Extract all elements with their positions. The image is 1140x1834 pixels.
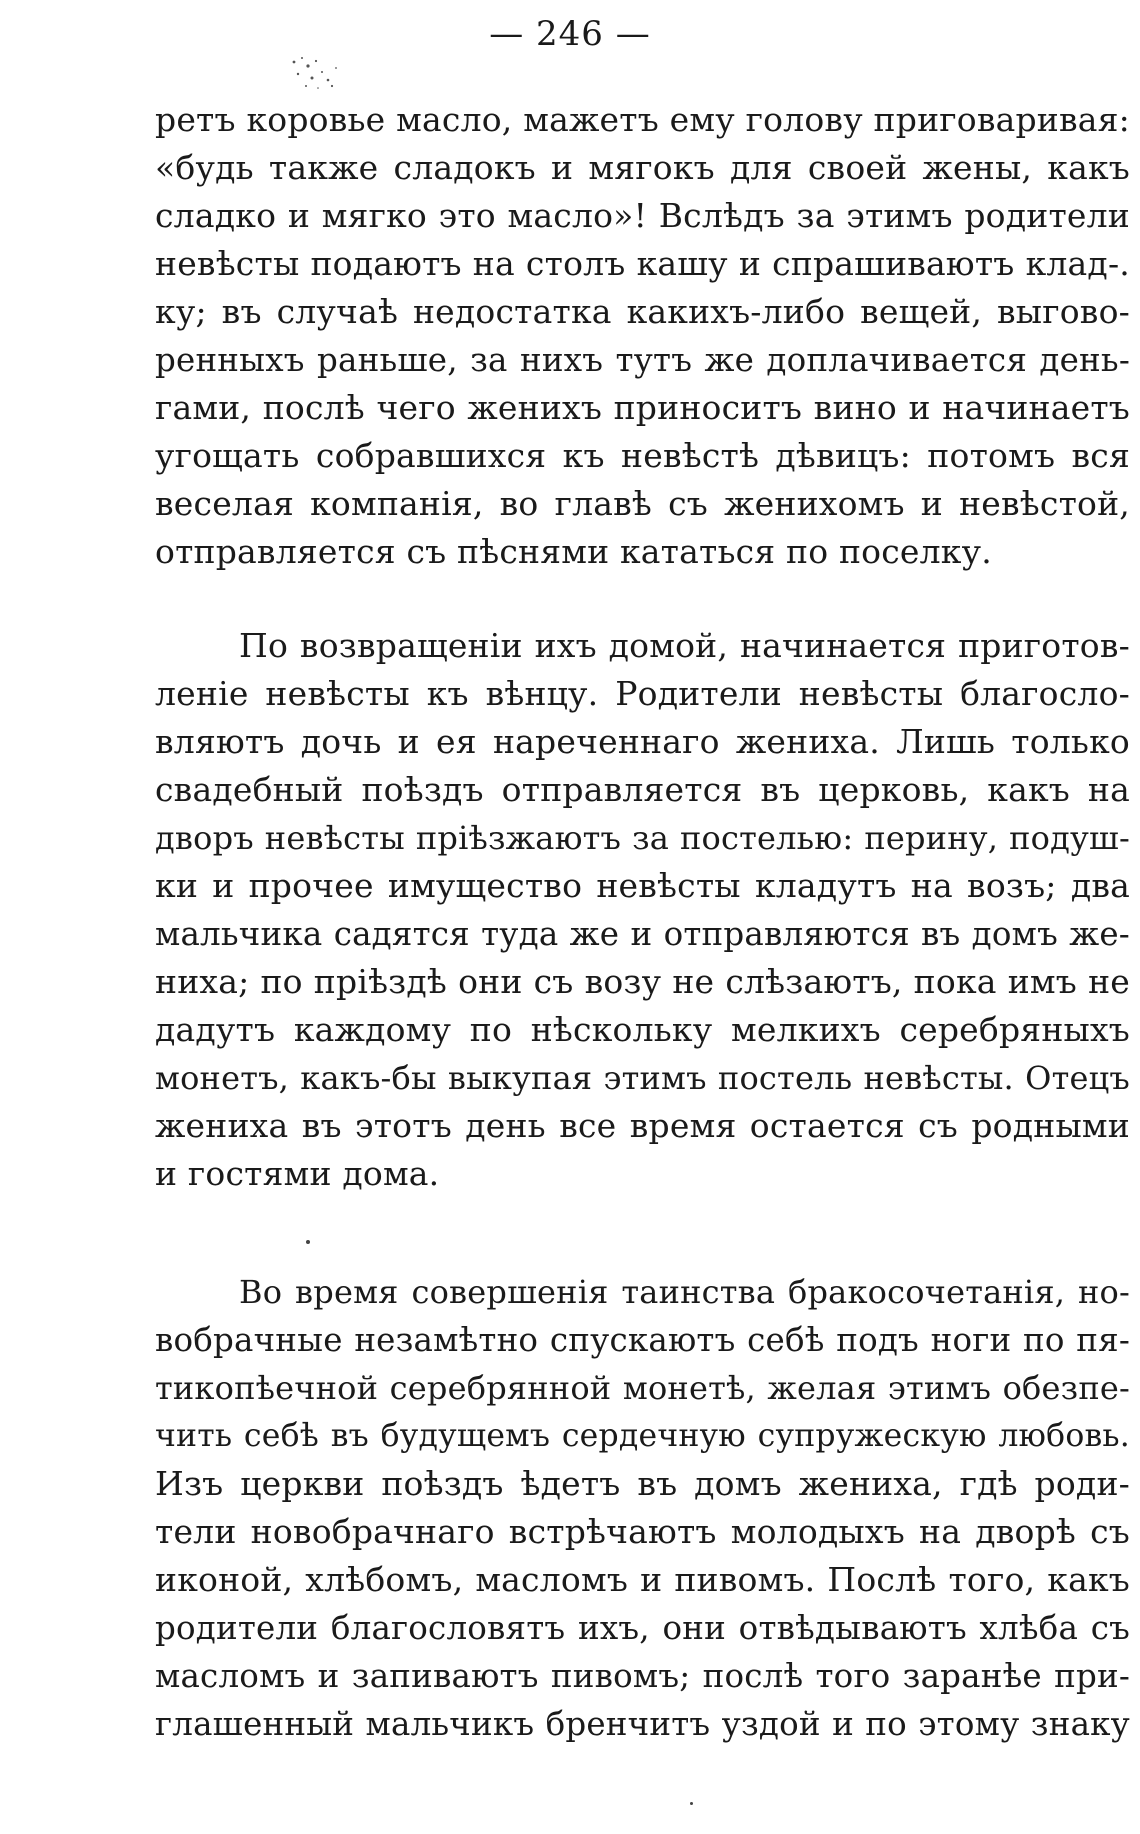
text-line: гами, послѣ чего женихъ приноситъ вино и начинаетъ [155,388,1130,427]
text-line: иконой, хлѣбомъ, масломъ и пивомъ. Послѣ того, какъ [155,1560,1130,1599]
text-line: свадебный поѣздъ отправляется въ церковь, какъ на [155,770,1130,809]
text-line: ки и прочее имущество невѣсты кладутъ на возъ; два [155,866,1130,905]
text-line: дадутъ каждому по нѣскольку мелкихъ серебряныхъ [155,1010,1130,1049]
text-line: ниха; по пріѣздѣ они съ возу не слѣзаютъ, пока имъ не [155,962,1130,1001]
text-line: По возвращеніи ихъ домой, начинается приготов- [239,626,1130,665]
text-line: сладко и мягко это масло»! Вслѣдъ за этимъ родители [155,196,1130,235]
text-line: невѣсты подаютъ на столъ кашу и спрашиваютъ клад-. [155,244,1130,283]
ink-dot [690,1802,693,1805]
text-line: ренныхъ раньше, за нихъ тутъ же доплачивается день- [155,341,1130,379]
text-line: мальчика садятся туда же и отправляются въ домъ же- [155,915,1130,953]
paragraph-1 [155,96,1130,576]
page-number: — 246 — [489,14,651,54]
text-line: Во время совершенія таинства бракосочетанія, но- [239,1273,1130,1311]
text-line: леніе невѣсты къ вѣнцу. Родители невѣсты благосло- [155,674,1130,713]
text-line: тикопѣечной серебрянной монетѣ, желая этимъ обезпе- [155,1369,1130,1407]
text-line: вляютъ дочь и ея нареченнаго жениха. Лишь только [155,722,1130,761]
paragraph-3 [155,1268,1130,1748]
text-line: дворъ невѣсты пріѣзжаютъ за постелью: перину, подуш- [155,819,1130,857]
text-line: масломъ и запиваютъ пивомъ; послѣ того заранѣе при- [155,1657,1130,1695]
ink-smudge-mark [288,52,348,94]
text-line: монетъ, какъ-бы выкупая этимъ постель невѣсты. Отецъ [155,1059,1130,1097]
text-line: отправляется съ пѣснями кататься по поселку. [155,532,992,571]
text-line: родители благословятъ ихъ, они отвѣдываютъ хлѣба съ [155,1609,1130,1647]
ink-dot [306,1240,310,1244]
text-line: тели новобрачнаго встрѣчаютъ молодыхъ на дворѣ съ [155,1512,1130,1551]
paragraph-2 [155,622,1130,1198]
text-line: вобрачные незамѣтно спускаютъ себѣ подъ ноги по пя- [155,1321,1130,1359]
text-line: веселая компанія, во главѣ съ женихомъ и невѣстой, [155,484,1130,523]
text-line: Изъ церкви поѣздъ ѣдетъ въ домъ жениха, гдѣ роди- [155,1464,1130,1503]
text-line: ретъ коровье масло, мажетъ ему голову приговаривая: [155,100,1130,139]
text-line: «будь также сладокъ и мягокъ для своей жены, какъ [155,148,1130,187]
text-line: ку; въ случаѣ недостатка какихъ-либо вещей, выгово- [155,292,1130,331]
text-line: глашенный мальчикъ бренчитъ уздой и по этому знаку [155,1705,1130,1743]
text-line: и гостями дома. [155,1154,440,1193]
text-line: чить себѣ въ будущемъ сердечную супружескую любовь. [155,1418,1130,1454]
text-line: угощать собравшихся къ невѣстѣ дѣвицъ: потомъ вся [155,436,1130,475]
text-line: жениха въ этотъ день все время остается съ родными [155,1106,1130,1145]
